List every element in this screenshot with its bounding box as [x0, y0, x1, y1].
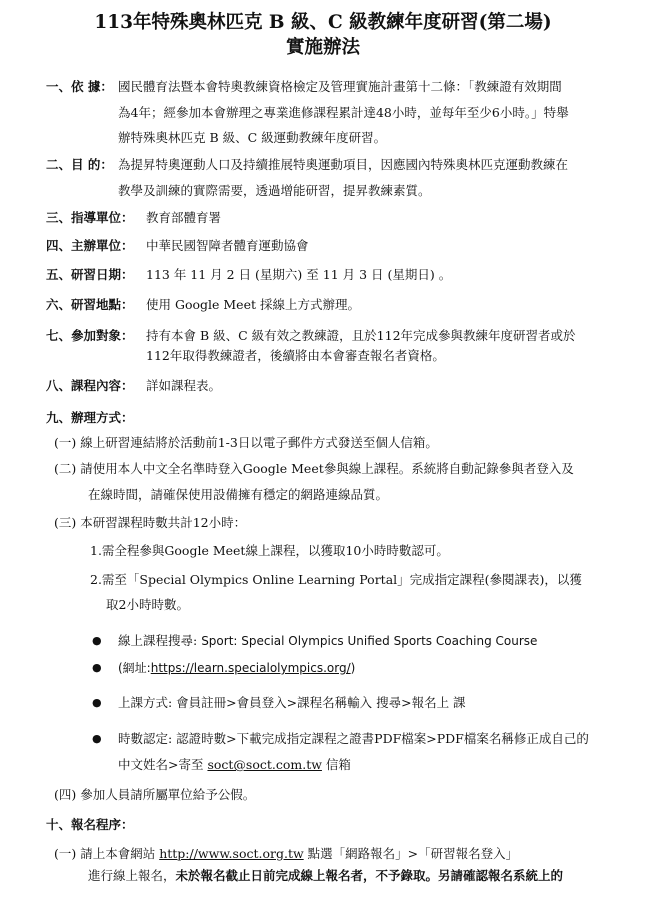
section-9-item-3: (三) 本研習課程時數共計12小時：	[54, 515, 247, 530]
section-1-line-1: 國民體育法暨本會特奧教練資格檢定及管理實施計畫第十二條：「教練證有效期間	[118, 79, 562, 94]
section-1-label: 一、依 據：	[46, 79, 113, 94]
bullet-icon: ●	[92, 634, 102, 647]
section-7-label: 七、參加對象：	[46, 328, 134, 343]
url-prefix: (網址:	[118, 661, 151, 675]
section-3-label: 三、指導單位：	[46, 210, 134, 225]
item-1-suffix: 點選「網路報名」>「研習報名登入」	[303, 846, 519, 861]
section-9-item-3-sub-2-line-1: 2.需至「Special Olympics Online Learning Portal」完成指定課程(參閱課表)，以獲	[90, 572, 582, 587]
section-10-item-1-line-2	[88, 868, 563, 884]
email-link[interactable]: soct@soct.com.tw	[207, 757, 322, 772]
section-8-label: 八、課程內容：	[46, 378, 134, 393]
section-7-line-1: 持有本會 B 級、C 級有效之教練證，且於112年完成參與教練年度研習者或於	[146, 328, 576, 343]
line-2-prefix: 進行線上報名，	[88, 868, 176, 883]
section-4-text: 中華民國智障者體育運動協會	[146, 238, 309, 253]
bullet-course-method: 上課方式: 會員註冊>會員登入>課程名稱輸入 搜尋>報名上 課	[118, 695, 466, 710]
bullet-hours-line-1: 時數認定: 認證時數>下載完成指定課程之證書PDF檔案>PDF檔案名稱修正成自己的	[118, 731, 589, 746]
hours-line-2-suffix: 信箱	[321, 757, 351, 772]
section-7-line-2: 112年取得教練證者，後續將由本會審查報名者資格。	[146, 348, 445, 363]
section-2-line-1: 為提昇特奧運動人口及持續推展特奧運動項目，因應國內特殊奧林匹克運動教練在	[118, 157, 569, 172]
item-1-prefix: (一) 請上本會網站	[54, 846, 160, 861]
section-10-item-1	[54, 846, 518, 862]
section-3-text: 教育部體育署	[146, 210, 222, 225]
document-title: 113年特殊奧林匹克 B 級、C 級教練年度研習(第二場)	[94, 12, 552, 33]
section-4-label: 四、主辦單位：	[46, 238, 134, 253]
url-suffix: )	[350, 661, 356, 675]
section-10-label: 十、報名程序：	[46, 817, 134, 832]
section-9-item-2-line-1: (二) 請使用本人中文全名準時登入Google Meet參與線上課程。系統將自動記錄參與者登入及	[54, 461, 574, 476]
section-5-text: 113 年 11 月 2 日 (星期六) 至 11 月 3 日 (星期日) 。	[146, 267, 452, 282]
section-9-item-3-sub-2-line-2: 取2小時時數。	[106, 597, 189, 612]
section-9-item-3-sub-1: 1.需全程參與Google Meet線上課程，以獲取10小時時數認可。	[90, 543, 449, 558]
hours-line-2-prefix: 中文姓名>寄至	[118, 757, 208, 772]
website-link[interactable]: http://www.soct.org.tw	[159, 846, 304, 861]
section-8-text: 詳如課程表。	[146, 378, 222, 393]
bullet-hours-line-2	[118, 757, 351, 773]
section-1-line-3: 辦特殊奧林匹克 B 級、C 級運動教練年度研習。	[118, 130, 387, 145]
section-1-line-2: 為4年；經參加本會辦理之專業進修課程累計達48小時，並每年至少6小時。」特舉	[118, 105, 569, 120]
bullet-icon: ●	[92, 661, 102, 674]
bullet-course-search	[118, 633, 537, 649]
course-search-label: 線上課程搜尋:	[118, 633, 202, 648]
section-9-item-2-line-2: 在線時間，請確保使用設備擁有穩定的網路連線品質。	[88, 487, 389, 502]
bullet-icon: ●	[92, 732, 102, 745]
section-2-label: 二、目 的：	[46, 157, 113, 172]
registration-warning: 未於報名截止日前完成線上報名者，不予錄取。另請確認報名系統上的	[175, 868, 564, 883]
section-5-label: 五、研習日期：	[46, 267, 134, 282]
bullet-url	[118, 660, 355, 676]
section-9-label: 九、辦理方式：	[46, 410, 134, 425]
course-search-value: Sport: Special Olympics Unified Sports Coaching Course	[201, 634, 538, 648]
learning-portal-link[interactable]: https://learn.specialolympics.org/	[150, 661, 351, 675]
section-2-line-2: 教學及訓練的實際需要，透過增能研習，提昇教練素質。	[118, 183, 431, 198]
section-6-label: 六、研習地點：	[46, 297, 134, 312]
section-9-item-1: (一) 線上研習連結將於活動前1-3日以電子郵件方式發送至個人信箱。	[54, 435, 438, 450]
section-6-text: 使用 Google Meet 採線上方式辦理。	[146, 297, 360, 312]
bullet-icon: ●	[92, 696, 102, 709]
document-subtitle: 實施辦法	[285, 37, 360, 58]
section-9-item-4: (四) 參加人員請所屬單位給予公假。	[54, 787, 256, 802]
